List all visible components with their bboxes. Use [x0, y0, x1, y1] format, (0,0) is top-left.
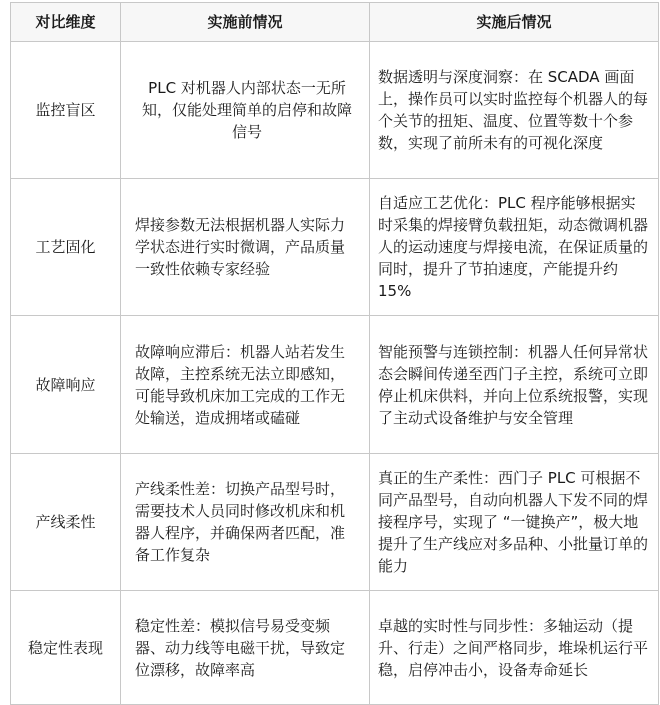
dimension-cell: 故障响应 — [11, 316, 121, 454]
dimension-cell: 监控盲区 — [11, 42, 121, 179]
header-row — [11, 3, 659, 42]
header-before: 实施前情况 — [121, 3, 370, 42]
after-cell: 智能预警与连锁控制：机器人任何异常状态会瞬间传递至西门子主控，系统可立即停止机床供料，并向上位系统报警，实现了主动式设备维护与安全管理 — [370, 316, 659, 454]
after-cell: 真正的生产柔性：西门子 PLC 可根据不同产品型号，自动向机器人下发不同的焊接程序号，实现了 “一键换产”，极大地提升了生产线应对多品种、小批量订单的能力 — [370, 454, 659, 591]
header-after: 实施后情况 — [370, 3, 659, 42]
header-dimension: 对比维度 — [11, 3, 121, 42]
dimension-cell: 工艺固化 — [11, 179, 121, 316]
dimension-cell: 稳定性表现 — [11, 591, 121, 705]
table-row — [11, 454, 659, 591]
before-cell: 故障响应滞后：机器人站若发生故障，主控系统无法立即感知，可能导致机床加工完成的工作无处输送，造成拥堵或磕碰 — [121, 316, 370, 454]
after-cell: 卓越的实时性与同步性：多轴运动（提升、行走）之间严格同步，堆垛机运行平稳，启停冲击小，设备寿命延长 — [370, 591, 659, 705]
table-row — [11, 42, 659, 179]
comparison-table — [10, 2, 659, 705]
after-cell: 数据透明与深度洞察：在 SCADA 画面上，操作员可以实时监控每个机器人的每个关节的扭矩、温度、位置等数十个参数，实现了前所未有的可视化深度 — [370, 42, 659, 179]
before-cell: 稳定性差：模拟信号易受变频器、动力线等电磁干扰，导致定位漂移，故障率高 — [121, 591, 370, 705]
dimension-cell: 产线柔性 — [11, 454, 121, 591]
table-row — [11, 179, 659, 316]
before-cell: 焊接参数无法根据机器人实际力学状态进行实时微调，产品质量一致性依赖专家经验 — [121, 179, 370, 316]
table-row — [11, 591, 659, 705]
before-cell: PLC 对机器人内部状态一无所知，仅能处理简单的启停和故障信号 — [121, 42, 370, 179]
table-row — [11, 316, 659, 454]
after-cell: 自适应工艺优化：PLC 程序能够根据实时采集的焊接臂负载扭矩，动态微调机器人的运动速度与焊接电流，在保证质量的同时，提升了节拍速度，产能提升约 15% — [370, 179, 659, 316]
before-cell: 产线柔性差：切换产品型号时，需要技术人员同时修改机床和机器人程序，并确保两者匹配，准备工作复杂 — [121, 454, 370, 591]
